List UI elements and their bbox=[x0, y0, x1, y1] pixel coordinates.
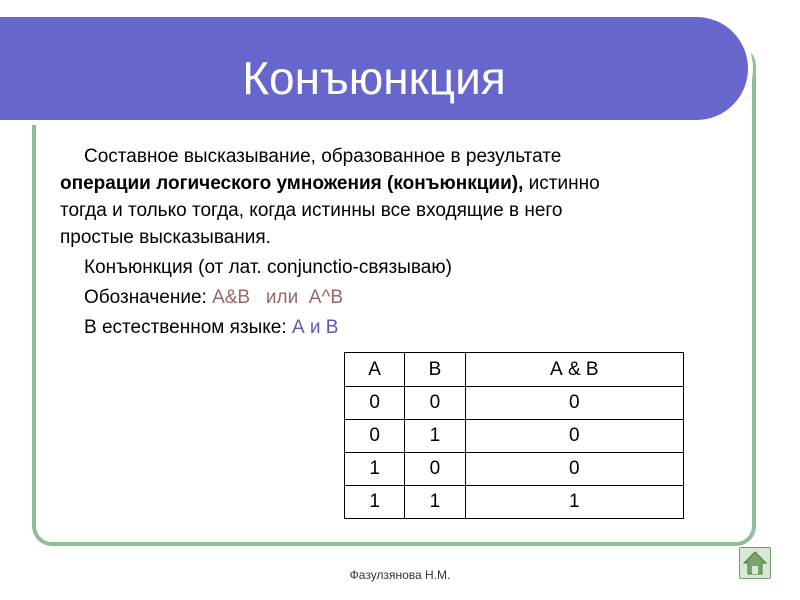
etymology-line: Конъюнкция (от лат. conjunctio-связываю) bbox=[84, 257, 452, 278]
definition-line-3: тогда и только тогда, когда истинны все входящие в него bbox=[60, 200, 563, 221]
title-underline bbox=[30, 120, 706, 124]
table-cell: 1 bbox=[465, 486, 683, 519]
definition-line-2-rest: истинно bbox=[523, 173, 600, 194]
table-cell: 0 bbox=[465, 420, 683, 453]
natural-language-label: В естественном языке: bbox=[84, 317, 292, 338]
home-icon bbox=[740, 548, 770, 578]
table-cell: 0 bbox=[405, 387, 465, 420]
home-nav-button[interactable] bbox=[739, 547, 771, 579]
table-row bbox=[345, 453, 684, 486]
notation-line bbox=[60, 284, 720, 311]
slide-body bbox=[60, 143, 720, 341]
header-a-and-b: А & В bbox=[465, 353, 683, 387]
truth-table bbox=[344, 352, 684, 519]
natural-language-line bbox=[60, 314, 720, 341]
table-cell: 0 bbox=[465, 453, 683, 486]
slide-title: Конъюнкция bbox=[242, 52, 506, 104]
table-row bbox=[345, 387, 684, 420]
notation-value: А&В или А^В bbox=[212, 287, 344, 308]
notation-label: Обозначение: bbox=[84, 287, 213, 308]
footer-author: Фазулзянова Н.М. bbox=[349, 568, 451, 582]
table-cell: 0 bbox=[345, 387, 405, 420]
table-cell: 1 bbox=[345, 453, 405, 486]
table-row bbox=[345, 420, 684, 453]
table-cell: 1 bbox=[405, 486, 465, 519]
definition-bold-term: операции логического умножения (конъюнкции), bbox=[60, 173, 524, 194]
table-cell: 0 bbox=[465, 387, 683, 420]
table-header-row bbox=[345, 353, 684, 387]
definition-line-1: Составное высказывание, образованное в результате bbox=[84, 146, 562, 167]
header-a: А bbox=[345, 353, 405, 387]
table-row bbox=[345, 486, 684, 519]
table-cell: 1 bbox=[405, 420, 465, 453]
title-banner bbox=[0, 17, 748, 120]
definition-line-2 bbox=[60, 170, 720, 197]
table-cell: 0 bbox=[345, 420, 405, 453]
natural-language-value: А и В bbox=[291, 317, 339, 338]
table-cell: 0 bbox=[405, 453, 465, 486]
table-cell: 1 bbox=[345, 486, 405, 519]
header-b: В bbox=[405, 353, 465, 387]
definition-line-4: простые высказывания. bbox=[60, 227, 271, 248]
